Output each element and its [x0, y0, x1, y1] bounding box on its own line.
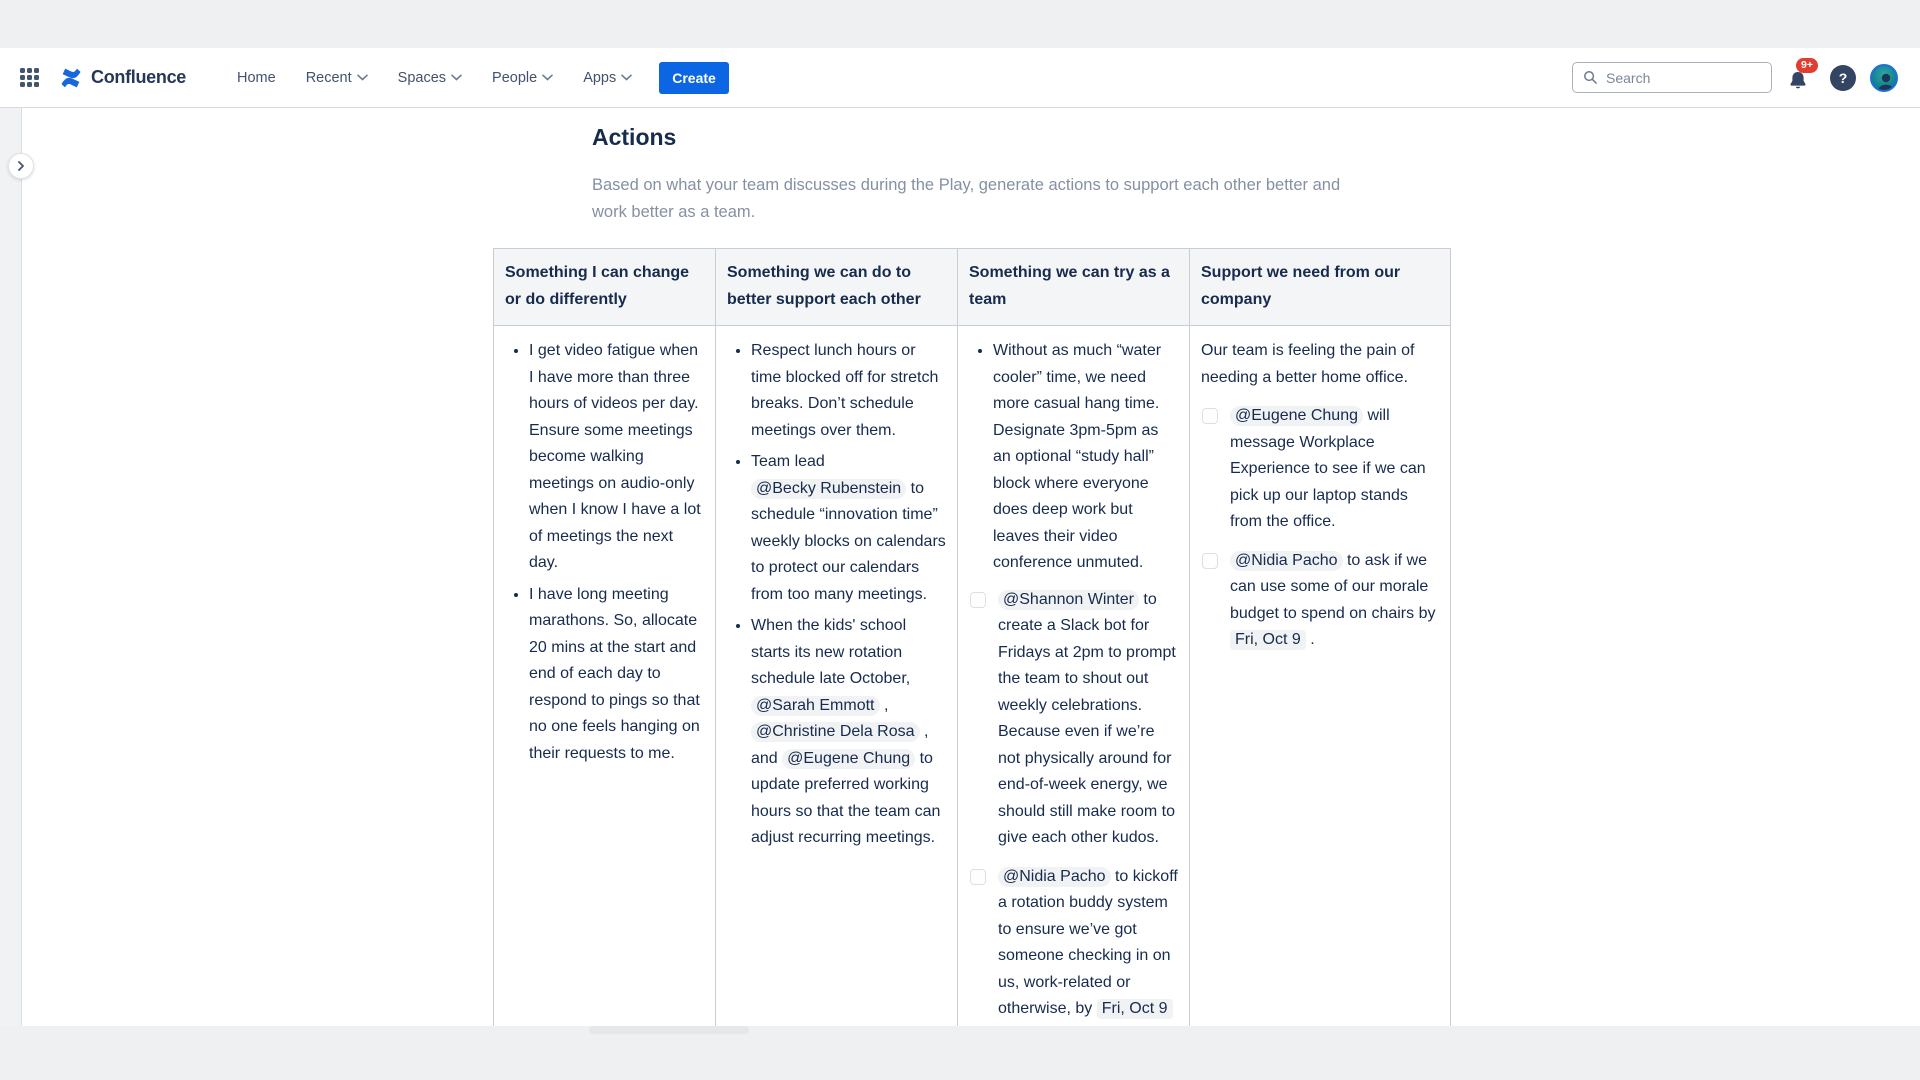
bullet-item: • Without as much “water cooler” time, we need more casual hang time. Designate 3pm-5pm as an optional “study hall” block where everyone does deep work but leaves their video conference unmuted. [993, 338, 1178, 577]
mention-lozenge[interactable]: @Nidia Pacho [998, 867, 1111, 887]
bullet-item: • Team lead @Becky Rubenstein to schedule “innovation time” weekly blocks on calendars to protect our calendars from too many meetings. [751, 449, 946, 608]
mention-lozenge[interactable]: @Becky Rubenstein [751, 479, 906, 499]
mention-lozenge[interactable]: @Christine Dela Rosa [751, 722, 920, 742]
browser-bottom-strip [0, 1026, 1920, 1080]
table-cell [958, 326, 1190, 1074]
bullet-item: • When the kids' school starts its new rotation schedule late October, @Sarah Emmott , @Christine Dela Rosa , and @Eugene Chung to update preferred working hours so that the team can adjust recurring meetings. [751, 613, 946, 852]
chevron-down-icon [621, 74, 632, 81]
task-checkbox[interactable] [970, 869, 986, 885]
task-item [970, 587, 1178, 852]
person-icon [1874, 70, 1898, 92]
bullet-item: • Respect lunch hours or time blocked off for stretch breaks. Don’t schedule meetings over them. [751, 338, 946, 444]
nav-item-label: People [492, 69, 538, 86]
navbar-right [1572, 59, 1898, 94]
nav-item-label: Recent [305, 69, 352, 86]
nav-item-label: Home [237, 69, 276, 86]
task-item [970, 864, 1178, 1050]
cell-paragraph: Our team is feeling the pain of needing a better home office. [1201, 342, 1415, 386]
confluence-logo[interactable] [58, 65, 186, 91]
grid-icon [20, 68, 39, 87]
actions-table [493, 248, 1451, 1074]
expand-sidebar-button[interactable] [8, 153, 34, 179]
mention-lozenge[interactable]: @Shannon Winter [998, 590, 1139, 610]
question-mark-icon: ? [1838, 69, 1848, 86]
confluence-logo-icon [58, 65, 84, 91]
date-lozenge: Fri, Oct 9 [1097, 999, 1173, 1019]
task-text: @Eugene Chung will message Workplace Experience to see if we can pick up our laptop stands from the office. [1230, 407, 1426, 530]
table-column-header: Something I can change or do differently [494, 249, 716, 326]
chevron-down-icon [357, 74, 368, 81]
horizontal-scrollbar[interactable] [589, 1026, 749, 1034]
table-header-row [494, 249, 1451, 326]
table-column-header: Something we can try as a team [958, 249, 1190, 326]
page-title: Actions [592, 124, 677, 150]
table-cell [716, 326, 958, 1074]
nav-item-people[interactable] [481, 64, 564, 92]
nav-item-recent[interactable] [295, 64, 379, 92]
primary-nav [226, 64, 643, 92]
nav-item-apps[interactable] [572, 64, 643, 92]
browser-top-strip [0, 0, 1920, 48]
app-switcher-icon[interactable] [16, 65, 42, 91]
task-checkbox[interactable] [1202, 553, 1218, 569]
mention-lozenge[interactable]: @Eugene Chung [1230, 406, 1363, 426]
task-text: @Nidia Pacho to kickoff a rotation buddy system to ensure we’ve got someone checking in on us, work-related or otherwise, by Fri, Oct 9 [998, 867, 1178, 1017]
mention-lozenge[interactable]: @Nidia Pacho [1230, 551, 1343, 571]
table-column-header: Something we can do to better support each other [716, 249, 958, 326]
notification-badge: 9+ [1796, 58, 1818, 74]
notifications-button[interactable] [1786, 59, 1816, 94]
task-text: @Nidia Pacho to ask if we can use some of our morale budget to spend on chairs by Fri, Oct 9 . [1230, 551, 1436, 648]
nav-item-label: Apps [583, 69, 617, 86]
page-description: Based on what your team discusses during the Play, generate actions to support each other better and work better as a team. [592, 176, 1341, 221]
bullet-item: • I get video fatigue when I have more than three hours of videos per day. Ensure some meetings become walking meetings on audio-only when I know I have a lot of meetings the next day. [529, 338, 704, 577]
search-input[interactable] [1606, 70, 1746, 86]
nav-item-home[interactable] [226, 64, 287, 92]
task-checkbox[interactable] [1202, 408, 1218, 424]
task-checkbox[interactable] [970, 592, 986, 608]
mention-lozenge[interactable]: @Sarah Emmott [751, 696, 880, 716]
confluence-navbar [0, 48, 1920, 108]
search-box[interactable] [1572, 62, 1772, 93]
user-avatar[interactable] [1870, 64, 1898, 92]
bullet-item: • I have long meeting marathons. So, allocate 20 mins at the start and end of each day to respond to pings so that no one feels hanging on their requests to me. [529, 582, 704, 768]
task-text: @Shannon Winter to create a Slack bot for Fridays at 2pm to prompt the team to shout out weekly celebrations. Because even if we’re not physically around for end-of-week energy, we should still make room to give each other kudos. [998, 590, 1176, 846]
nav-item-spaces[interactable] [387, 64, 473, 92]
help-button[interactable] [1830, 65, 1856, 91]
table-cell [494, 326, 716, 1074]
table-cell [1190, 326, 1451, 1074]
task-item [1202, 548, 1439, 654]
table-body-row [494, 326, 1451, 1074]
product-name: Confluence [91, 67, 187, 87]
collapsed-sidebar-rail [0, 108, 22, 1026]
search-icon [1583, 70, 1598, 85]
mention-lozenge[interactable]: @Eugene Chung [782, 749, 915, 769]
chevron-right-icon [17, 161, 25, 171]
task-item [1202, 403, 1439, 536]
chevron-down-icon [542, 74, 553, 81]
nav-item-label: Spaces [397, 69, 447, 86]
date-lozenge: Fri, Oct 9 [1230, 630, 1306, 650]
table-column-header: Support we need from our company [1190, 249, 1451, 326]
chevron-down-icon [451, 74, 462, 81]
create-button[interactable]: Create [659, 62, 729, 94]
